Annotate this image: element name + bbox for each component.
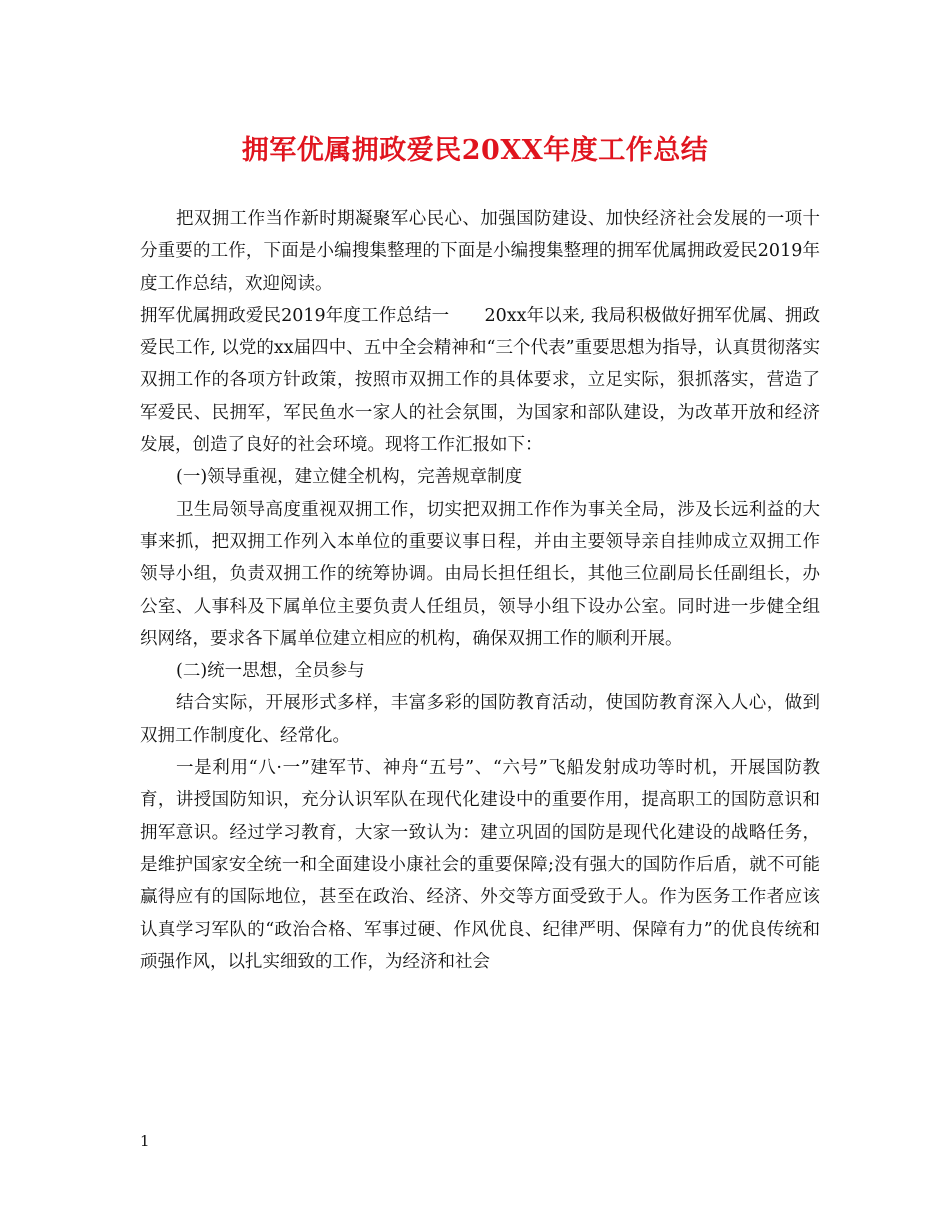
document-title: 拥军优属拥政爱民20XX年度工作总结 xyxy=(241,135,709,166)
paragraph-activities: 结合实际，开展形式多样，丰富多彩的国防教育活动，使国防教育深入人心，做到双拥工作制度化、经常化。 xyxy=(140,693,820,746)
section-heading-1: (一)领导重视，建立健全机构，完善规章制度 xyxy=(176,467,523,488)
page-number: 1 xyxy=(140,1132,150,1150)
section-heading-2: (二)统一思想，全员参与 xyxy=(176,661,365,682)
document-body xyxy=(140,203,820,978)
paragraph-intro: 把双拥工作当作新时期凝聚军心民心、加强国防建设、加快经济社会发展的一项十分重要的工作，下面是小编搜集整理的下面是小编搜集整理的拥军优属拥政爱民2019年度工作总结，欢迎阅读。 xyxy=(140,209,820,294)
paragraph-point-one: 一是利用“八·一”建军节、神舟“五号”、“六号”飞船发射成功等时机，开展国防教育，讲授国防知识，充分认识军队在现代化建设中的重要作用，提高职工的国防意识和拥军意识。经过学习教育，大家一致认为：建立巩固的国防是现代化建设的战略任务，是维护国家安全统一和全面建设小康社会的重要保障;没有强大的国防作后盾，就不可能赢得应有的国际地位，甚至在政治、经济、外交等方面受致于人。作为医务工作者应该认真学习军队的“政治合格、军事过硬、作风优良、纪律严明、保障有力”的优良传统和顽强作风，以扎实细致的工作，为经济和社会 xyxy=(140,758,820,972)
paragraph-leadership: 卫生局领导高度重视双拥工作，切实把双拥工作作为事关全局，涉及长远利益的大事来抓，把双拥工作列入本单位的重要议事日程，并由主要领导亲自挂帅成立双拥工作领导小组，负责双拥工作的统筹协调。由局长担任组长，其他三位副局长任副组长，办公室、人事科及下属单位主要负责人任组员，领导小组下设办公室。同时进一步健全组织网络，要求各下属单位建立相应的机构，确保双拥工作的顺利开展。 xyxy=(140,499,820,649)
paragraph-summary-one: 拥军优属拥政爱民2019年度工作总结一 20xx年以来, 我局积极做好拥军优属、拥政爱民工作, 以党的xx届四中、五中全会精神和“三个代表”重要思想为指导，认真贯彻落实双拥工作的各项方针政策，按照市双拥工作的具体要求，立足实际，狠抓落实，营造了军爱民、民拥军，军民鱼水一家人的社会氛围，为国家和部队建设，为改革开放和经济发展，创造了良好的社会环境。现将工作汇报如下： xyxy=(140,305,820,456)
